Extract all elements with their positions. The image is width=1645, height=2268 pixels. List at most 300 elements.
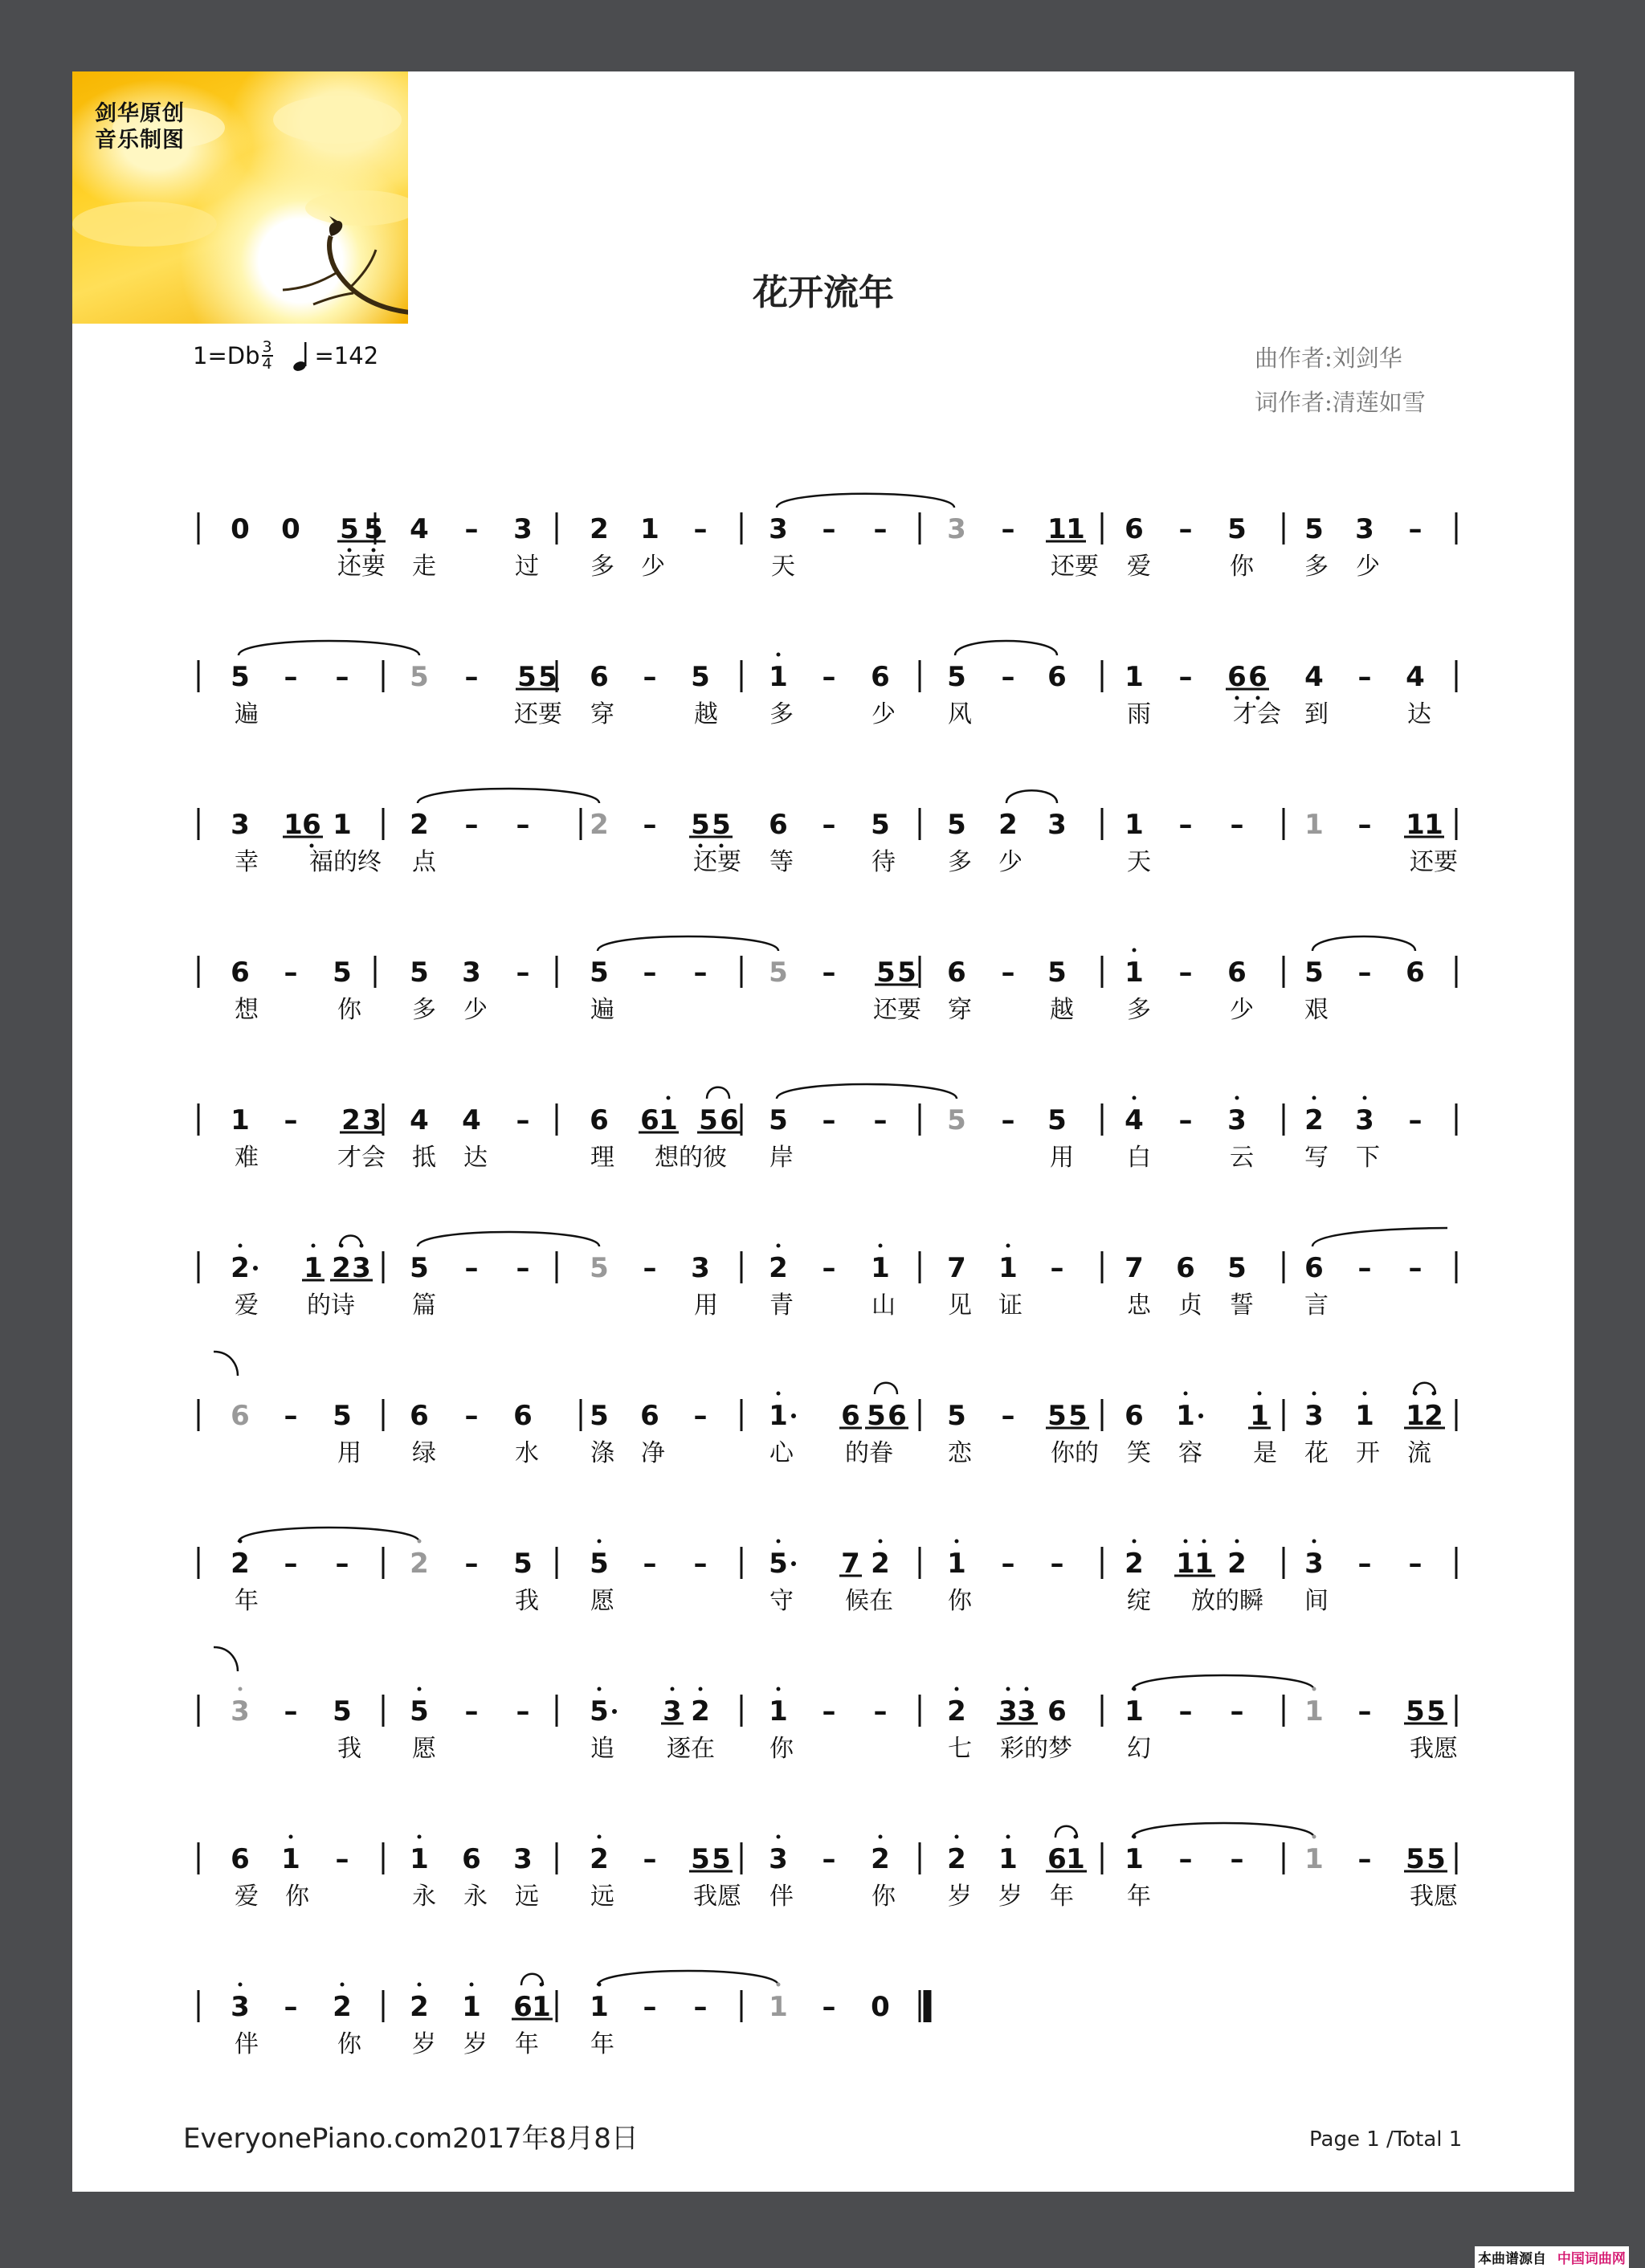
svg-text:6: 6 <box>1125 1400 1144 1432</box>
lyric-syllable: 间 <box>1304 1587 1329 1615</box>
svg-text:5: 5 <box>333 1400 352 1432</box>
svg-text:–: – <box>1230 1843 1244 1875</box>
lyric-syllable: 心 <box>769 1439 794 1467</box>
svg-text:5: 5 <box>691 1843 710 1875</box>
svg-text:5: 5 <box>947 1400 966 1432</box>
svg-text:1: 1 <box>281 1843 300 1875</box>
svg-text:–: – <box>516 1104 530 1136</box>
svg-text:1: 1 <box>462 1991 481 2023</box>
svg-text:4: 4 <box>1304 661 1324 693</box>
svg-text:5: 5 <box>590 957 609 989</box>
svg-text:0: 0 <box>231 513 250 545</box>
source-watermark <box>1475 2246 1629 2268</box>
svg-text:–: – <box>1357 957 1372 989</box>
lyric-syllable: 少 <box>1356 553 1380 581</box>
svg-text:5: 5 <box>1227 1252 1247 1284</box>
composer-label: 曲作者: <box>1255 345 1333 372</box>
svg-text:6: 6 <box>1125 513 1144 545</box>
lyric-syllable: 你的 <box>1051 1439 1099 1467</box>
lyric-syllable: 岸 <box>769 1144 794 1172</box>
lyric-syllable: 年 <box>515 2030 539 2058</box>
lyric-syllable: 是 <box>1253 1439 1277 1467</box>
song-title: 花开流年 <box>753 272 894 313</box>
svg-text:2: 2 <box>332 1252 351 1284</box>
svg-text:3: 3 <box>663 1695 682 1728</box>
svg-text:1: 1 <box>532 1991 551 2023</box>
svg-text:5: 5 <box>538 661 557 693</box>
lyric-syllable: 风 <box>948 700 972 728</box>
svg-text:3: 3 <box>691 1252 710 1284</box>
watermark-text: 本曲谱源自 <box>1478 2251 1546 2267</box>
page-indicator: Page 1 /Total 1 <box>1309 2127 1463 2152</box>
svg-text:6: 6 <box>410 1400 429 1432</box>
svg-text:–: – <box>1178 957 1193 989</box>
svg-text:1: 1 <box>1125 661 1144 693</box>
lyricist-name: 清莲如雪 <box>1332 389 1426 416</box>
svg-text:–: – <box>1178 1843 1193 1875</box>
svg-text:6: 6 <box>947 957 966 989</box>
svg-text:–: – <box>284 1400 298 1432</box>
svg-text:3: 3 <box>231 809 250 841</box>
lyric-syllable: 下 <box>1356 1144 1380 1172</box>
lyric-syllable: 你 <box>871 1883 896 1911</box>
lyric-syllable: 还要 <box>1051 553 1099 581</box>
lyric-syllable: 用 <box>1050 1144 1074 1172</box>
svg-text:–: – <box>822 1252 836 1284</box>
svg-text:5: 5 <box>947 1104 966 1136</box>
lyric-syllable: 我愿 <box>693 1883 741 1911</box>
lyric-syllable: 净 <box>641 1439 665 1467</box>
svg-text:–: – <box>464 1252 479 1284</box>
svg-text:1: 1 <box>304 1252 323 1284</box>
lyric-syllable: 你 <box>769 1735 794 1763</box>
svg-text:2: 2 <box>231 1252 250 1284</box>
svg-text:1: 1 <box>1125 809 1144 841</box>
lyric-syllable: 见 <box>948 1291 972 1320</box>
svg-text:–: – <box>464 1548 479 1580</box>
svg-text:–: – <box>873 1695 888 1728</box>
lyric-syllable: 还要 <box>873 996 921 1024</box>
lyric-syllable: 永 <box>412 1883 436 1911</box>
svg-text:3: 3 <box>1304 1548 1324 1580</box>
svg-text:1: 1 <box>1066 513 1085 545</box>
svg-text:1: 1 <box>659 1104 678 1136</box>
svg-text:5: 5 <box>1047 957 1067 989</box>
lyric-syllable: 伴 <box>235 2030 259 2058</box>
svg-text:–: – <box>873 513 888 545</box>
lyric-syllable: 篇 <box>412 1291 436 1320</box>
svg-text:5: 5 <box>1427 1843 1446 1875</box>
svg-text:5: 5 <box>410 957 429 989</box>
svg-text:5: 5 <box>1047 1400 1067 1432</box>
svg-text:–: – <box>1001 661 1015 693</box>
svg-text:5: 5 <box>947 661 966 693</box>
svg-text:–: – <box>464 661 479 693</box>
lyric-syllable: 越 <box>1050 996 1074 1024</box>
svg-text:4: 4 <box>1125 1104 1144 1136</box>
svg-text:6: 6 <box>231 1843 250 1875</box>
svg-text:3: 3 <box>362 1104 382 1136</box>
lyric-syllable: 少 <box>998 848 1023 876</box>
score-page <box>72 71 1574 2192</box>
svg-text:5: 5 <box>1406 1843 1425 1875</box>
svg-text:6: 6 <box>640 1104 659 1136</box>
lyric-syllable: 才会 <box>337 1144 386 1172</box>
lyric-syllable: 言 <box>1304 1291 1329 1320</box>
svg-text:3: 3 <box>462 957 481 989</box>
lyric-syllable: 穿 <box>948 996 972 1024</box>
svg-text:3: 3 <box>1355 1104 1374 1136</box>
svg-text:5: 5 <box>590 1695 609 1728</box>
lyric-syllable: 理 <box>590 1144 614 1172</box>
lyric-syllable: 我 <box>515 1587 539 1615</box>
lyric-syllable: 伴 <box>769 1883 794 1911</box>
lyric-syllable: 达 <box>1407 700 1431 728</box>
lyric-syllable: 多 <box>1304 553 1329 581</box>
svg-text:–: – <box>1001 1548 1015 1580</box>
svg-text:6: 6 <box>720 1104 739 1136</box>
svg-text:6: 6 <box>1176 1252 1195 1284</box>
lyric-syllable: 走 <box>412 553 436 581</box>
svg-text:–: – <box>1178 1695 1193 1728</box>
lyric-syllable: 逐在 <box>667 1735 715 1763</box>
svg-text:1: 1 <box>998 1843 1018 1875</box>
svg-text:5: 5 <box>769 1548 788 1580</box>
svg-text:1: 1 <box>1194 1548 1214 1580</box>
lyric-syllable: 我愿 <box>1410 1735 1458 1763</box>
svg-text:–: – <box>1178 513 1193 545</box>
svg-text:4: 4 <box>1406 661 1425 693</box>
lyric-syllable: 多 <box>412 996 436 1024</box>
svg-text:–: – <box>822 1104 836 1136</box>
svg-text:–: – <box>284 1104 298 1136</box>
svg-text:–: – <box>1001 1104 1015 1136</box>
lyric-syllable: 忠 <box>1127 1291 1151 1320</box>
svg-text:6: 6 <box>841 1400 860 1432</box>
lyric-syllable: 爱 <box>235 1291 259 1320</box>
lyric-syllable: 你 <box>337 2030 361 2058</box>
svg-text:–: – <box>643 661 657 693</box>
svg-text:1: 1 <box>769 1991 788 2023</box>
svg-text:2: 2 <box>871 1548 890 1580</box>
svg-text:1: 1 <box>1304 1843 1324 1875</box>
svg-text:5: 5 <box>691 661 710 693</box>
svg-text:5: 5 <box>364 513 383 545</box>
svg-text:1: 1 <box>947 1548 966 1580</box>
lyric-syllable: 你 <box>285 1883 309 1911</box>
lyric-syllable: 岁 <box>463 2030 488 2058</box>
svg-text:2: 2 <box>590 513 609 545</box>
svg-text:–: – <box>335 1548 349 1580</box>
lyric-syllable: 云 <box>1230 1144 1254 1172</box>
lyric-syllable: 守 <box>769 1587 794 1615</box>
svg-text:2: 2 <box>998 809 1018 841</box>
svg-text:6: 6 <box>769 809 788 841</box>
lyric-syllable: 爱 <box>1127 553 1151 581</box>
lyric-syllable: 水 <box>515 1439 539 1467</box>
lyric-syllable: 少 <box>1230 996 1254 1024</box>
lyric-syllable: 彩的梦 <box>1000 1735 1072 1763</box>
lyric-syllable: 追 <box>590 1735 614 1763</box>
svg-text:5: 5 <box>1047 1104 1067 1136</box>
lyric-syllable: 达 <box>463 1144 488 1172</box>
svg-text:5: 5 <box>410 1252 429 1284</box>
svg-text:3: 3 <box>352 1252 371 1284</box>
lyric-syllable: 贞 <box>1178 1291 1202 1320</box>
svg-text:–: – <box>643 1991 657 2023</box>
lyric-syllable: 放的瞬 <box>1191 1587 1263 1615</box>
lyric-syllable: 遍 <box>235 700 259 728</box>
svg-text:–: – <box>1357 1252 1372 1284</box>
svg-text:–: – <box>1178 809 1193 841</box>
lyric-syllable: 愿 <box>590 1587 614 1615</box>
lyricist-label: 词作者: <box>1255 389 1333 416</box>
lyric-syllable: 用 <box>337 1439 361 1467</box>
svg-text:7: 7 <box>1125 1252 1144 1284</box>
lyric-syllable: 还要 <box>337 553 386 581</box>
lyric-syllable: 爱 <box>235 1883 259 1911</box>
svg-text:–: – <box>1357 661 1372 693</box>
svg-text:3: 3 <box>947 513 966 545</box>
svg-text:–: – <box>822 661 836 693</box>
svg-text:1: 1 <box>1176 1548 1195 1580</box>
svg-text:5: 5 <box>333 957 352 989</box>
svg-text:5: 5 <box>590 1548 609 1580</box>
svg-text:–: – <box>1408 1548 1423 1580</box>
svg-text:5: 5 <box>691 809 710 841</box>
lyric-syllable: 用 <box>694 1291 718 1320</box>
svg-text:–: – <box>643 1252 657 1284</box>
lyric-syllable: 我 <box>337 1735 361 1763</box>
lyric-syllable: 开 <box>1356 1439 1380 1467</box>
lyric-syllable: 年 <box>1050 1883 1074 1911</box>
svg-text:6: 6 <box>1227 661 1247 693</box>
lyric-syllable: 候在 <box>845 1587 893 1615</box>
svg-text:3: 3 <box>769 1843 788 1875</box>
svg-text:1: 1 <box>1125 957 1144 989</box>
svg-text:5: 5 <box>876 957 896 989</box>
svg-text:1: 1 <box>640 513 659 545</box>
lyric-syllable: 山 <box>871 1291 896 1320</box>
svg-text:2: 2 <box>769 1252 788 1284</box>
svg-text:–: – <box>822 1843 836 1875</box>
svg-text:1: 1 <box>333 809 352 841</box>
svg-text:–: – <box>464 1400 479 1432</box>
lyric-syllable: 我愿 <box>1410 1883 1458 1911</box>
svg-text:5: 5 <box>410 1695 429 1728</box>
svg-text:–: – <box>464 513 479 545</box>
svg-text:–: – <box>1408 1252 1423 1284</box>
lyric-syllable: 越 <box>694 700 718 728</box>
lyric-syllable: 岁 <box>998 1883 1023 1911</box>
svg-text:–: – <box>1357 1548 1372 1580</box>
svg-text:1: 1 <box>871 1252 890 1284</box>
lyric-syllable: 多 <box>590 553 614 581</box>
svg-text:2: 2 <box>333 1991 352 2023</box>
svg-text:2: 2 <box>410 1991 429 2023</box>
lyric-syllable: 穿 <box>590 700 614 728</box>
svg-text:6: 6 <box>462 1843 481 1875</box>
svg-text:2: 2 <box>1304 1104 1324 1136</box>
cover-line-2: 音乐制图 <box>95 128 185 153</box>
svg-text:–: – <box>464 1695 479 1728</box>
svg-text:3: 3 <box>231 1695 250 1728</box>
svg-text:–: – <box>1357 809 1372 841</box>
svg-text:6: 6 <box>590 661 609 693</box>
svg-text:1: 1 <box>1304 1695 1324 1728</box>
lyric-syllable: 才会 <box>1233 700 1281 728</box>
svg-text:–: – <box>693 1548 708 1580</box>
lyric-syllable: 远 <box>590 1883 614 1911</box>
svg-text:0: 0 <box>281 513 300 545</box>
svg-text:1: 1 <box>1424 809 1443 841</box>
footer-site: EveryonePiano.com2017年8月8日 <box>183 2123 639 2155</box>
svg-text:–: – <box>643 1843 657 1875</box>
lyric-syllable: 过 <box>515 553 539 581</box>
svg-text:1: 1 <box>998 1252 1018 1284</box>
svg-text:0: 0 <box>871 1991 890 2023</box>
svg-text:2: 2 <box>590 1843 609 1875</box>
svg-text:5: 5 <box>231 661 250 693</box>
svg-text:6: 6 <box>1406 957 1425 989</box>
svg-text:–: – <box>1357 1843 1372 1875</box>
lyric-syllable: 流 <box>1407 1439 1431 1467</box>
svg-text:1: 1 <box>769 1695 788 1728</box>
lyric-syllable: 涤 <box>590 1439 614 1467</box>
svg-text:–: – <box>873 1104 888 1136</box>
lyric-syllable: 你 <box>1230 553 1254 581</box>
svg-text:6: 6 <box>1227 957 1247 989</box>
svg-text:2: 2 <box>590 809 609 841</box>
svg-text:5: 5 <box>1068 1400 1088 1432</box>
svg-text:–: – <box>1050 1548 1064 1580</box>
svg-text:–: – <box>1050 1252 1064 1284</box>
svg-text:1: 1 <box>769 661 788 693</box>
svg-text:2: 2 <box>410 809 429 841</box>
svg-text:2: 2 <box>231 1548 250 1580</box>
svg-text:5: 5 <box>590 1252 609 1284</box>
lyric-syllable: 年 <box>590 2030 614 2058</box>
lyric-syllable: 愿 <box>412 1735 436 1763</box>
svg-text:7: 7 <box>841 1548 860 1580</box>
lyrics-layer <box>72 71 1574 2192</box>
svg-text:–: – <box>284 661 298 693</box>
svg-text:–: – <box>693 1400 708 1432</box>
svg-text:6: 6 <box>231 1400 250 1432</box>
svg-text:–: – <box>516 1252 530 1284</box>
svg-text:3: 3 <box>1017 1695 1036 1728</box>
svg-text:5: 5 <box>1304 513 1324 545</box>
lyric-syllable: 年 <box>235 1587 259 1615</box>
svg-text:5: 5 <box>871 809 890 841</box>
svg-text:–: – <box>822 809 836 841</box>
svg-text:–: – <box>335 661 349 693</box>
lyric-syllable: 雨 <box>1127 700 1151 728</box>
lyric-syllable: 笑 <box>1127 1439 1151 1467</box>
svg-text:–: – <box>335 1843 349 1875</box>
svg-text:1: 1 <box>1176 1400 1195 1432</box>
svg-text:1: 1 <box>1406 809 1425 841</box>
svg-text:3: 3 <box>998 1695 1018 1728</box>
svg-text:–: – <box>643 1548 657 1580</box>
svg-text:2: 2 <box>947 1843 966 1875</box>
lyric-syllable: 永 <box>463 1883 488 1911</box>
lyric-syllable: 还要 <box>1410 848 1458 876</box>
svg-text:–: – <box>693 957 708 989</box>
svg-text:2: 2 <box>1125 1548 1144 1580</box>
lyric-syllable: 容 <box>1178 1439 1202 1467</box>
lyric-syllable: 等 <box>769 848 794 876</box>
svg-text:–: – <box>1178 1104 1193 1136</box>
svg-text:5: 5 <box>712 809 731 841</box>
svg-text:–: – <box>1230 1695 1244 1728</box>
lyric-syllable: 想的彼 <box>655 1144 727 1172</box>
svg-text:6: 6 <box>1248 661 1267 693</box>
cover-line-1: 剑华原创 <box>95 101 185 126</box>
svg-text:4: 4 <box>410 513 429 545</box>
watermark-link[interactable]: 中国词曲网 <box>1557 2251 1626 2267</box>
svg-text:2: 2 <box>341 1104 361 1136</box>
svg-text:3: 3 <box>513 513 533 545</box>
lyric-syllable: 少 <box>871 700 896 728</box>
lyric-syllable: 幻 <box>1127 1735 1151 1763</box>
svg-text:1: 1 <box>590 1991 609 2023</box>
lyric-syllable: 花 <box>1304 1439 1329 1467</box>
svg-text:7: 7 <box>947 1252 966 1284</box>
svg-text:–: – <box>643 809 657 841</box>
lyric-syllable: 天 <box>1127 848 1151 876</box>
svg-text:6: 6 <box>1304 1252 1324 1284</box>
svg-text:6: 6 <box>871 661 890 693</box>
svg-text:6: 6 <box>590 1104 609 1136</box>
time-top: 3 <box>262 338 272 356</box>
svg-text:3: 3 <box>1047 809 1067 841</box>
svg-text:5: 5 <box>1304 957 1324 989</box>
svg-text:5: 5 <box>867 1400 886 1432</box>
lyric-syllable: 的诗 <box>307 1291 355 1320</box>
lyric-syllable: 誓 <box>1230 1291 1254 1320</box>
time-bottom: 4 <box>262 355 272 373</box>
lyric-syllable: 难 <box>235 1144 259 1172</box>
lyric-syllable: 多 <box>769 700 794 728</box>
lyric-syllable: 你 <box>948 1587 972 1615</box>
lyric-syllable: 天 <box>771 553 795 581</box>
lyric-syllable: 白 <box>1127 1144 1151 1172</box>
svg-text:6: 6 <box>888 1400 907 1432</box>
lyric-syllable: 少 <box>463 996 488 1024</box>
svg-text:–: – <box>822 513 836 545</box>
lyric-syllable: 年 <box>1127 1883 1151 1911</box>
lyric-syllable: 你 <box>337 996 361 1024</box>
svg-text:3: 3 <box>769 513 788 545</box>
svg-text:–: – <box>1001 957 1015 989</box>
lyric-syllable: 艰 <box>1304 996 1329 1024</box>
lyric-syllable: 待 <box>871 848 896 876</box>
lyric-syllable: 抵 <box>412 1144 436 1172</box>
lyric-syllable: 多 <box>1127 996 1151 1024</box>
svg-text:1: 1 <box>1066 1843 1085 1875</box>
svg-text:6: 6 <box>640 1400 659 1432</box>
svg-text:1: 1 <box>1047 513 1067 545</box>
lyric-syllable: 岁 <box>412 2030 436 2058</box>
svg-text:–: – <box>516 1695 530 1728</box>
svg-text:5: 5 <box>410 661 429 693</box>
svg-text:2: 2 <box>871 1843 890 1875</box>
svg-text:4: 4 <box>462 1104 481 1136</box>
svg-text:5: 5 <box>1406 1695 1425 1728</box>
svg-text:6: 6 <box>1047 1843 1067 1875</box>
svg-text:1: 1 <box>769 1400 788 1432</box>
